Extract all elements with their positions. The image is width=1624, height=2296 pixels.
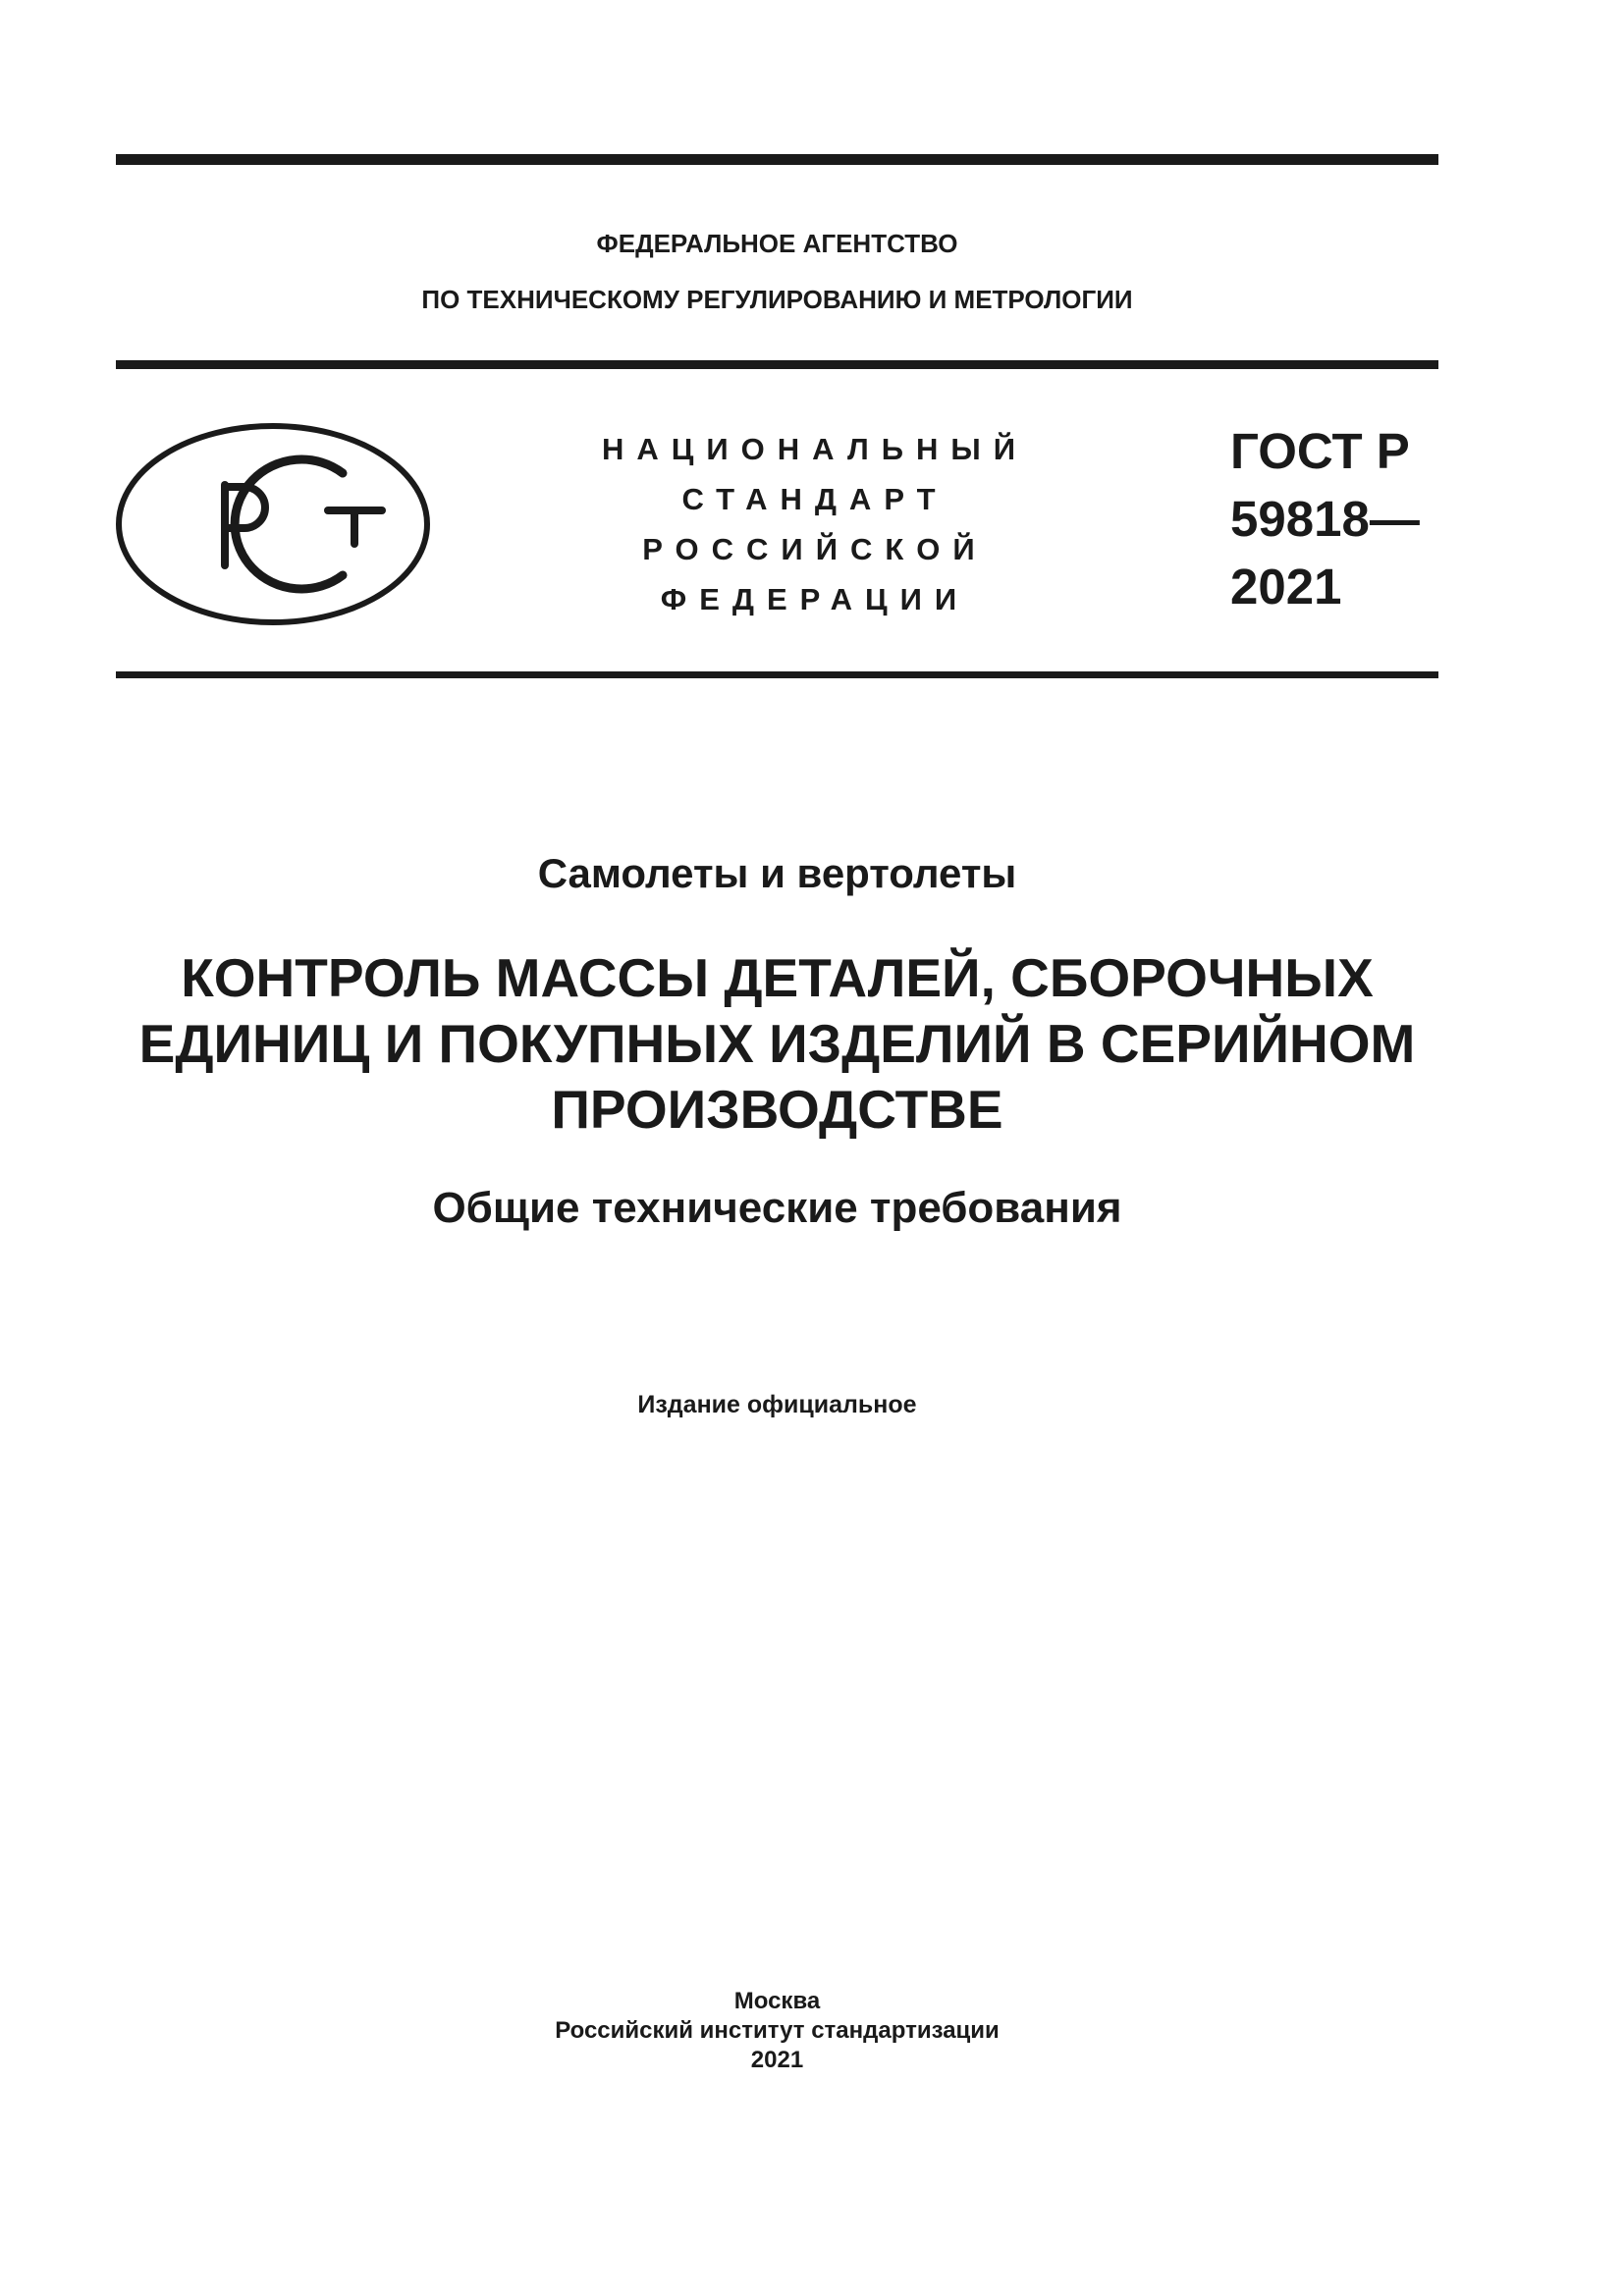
publisher-imprint	[116, 1987, 1438, 2075]
agency-line-2: ПО ТЕХНИЧЕСКОМУ РЕГУЛИРОВАНИЮ И МЕТРОЛОГИИ	[421, 285, 1133, 314]
document-subtitle: Общие технические требования	[432, 1184, 1122, 1232]
header-rule	[116, 360, 1438, 369]
standard-type-block	[579, 424, 1051, 624]
title-line-3: ПРОИЗВОДСТВЕ	[551, 1079, 1003, 1140]
standard-type-line-3: РОССИЙСКОЙ	[642, 532, 988, 566]
document-title	[116, 945, 1438, 1143]
imprint-publisher: Российский институт стандартизации	[555, 2017, 1000, 2044]
imprint-city: Москва	[733, 1988, 821, 2014]
top-rule	[116, 154, 1438, 165]
document-subject: Самолеты и вертолеты	[537, 850, 1017, 896]
standard-designation	[1230, 417, 1420, 620]
rst-certification-mark-logo	[115, 422, 431, 626]
title-line-2: ЕДИНИЦ И ПОКУПНЫХ ИЗДЕЛИЙ В СЕРИЙНОМ	[138, 1013, 1416, 1074]
agency-line-1: ФЕДЕРАЛЬНОЕ АГЕНТСТВО	[596, 229, 958, 258]
standard-type-line-2: СТАНДАРТ	[681, 482, 948, 516]
imprint-year: 2021	[750, 2047, 804, 2073]
designation-line-1: ГОСТ Р	[1230, 423, 1410, 479]
designation-line-2: 59818—	[1230, 491, 1420, 547]
standard-type-line-1: НАЦИОНАЛЬНЫЙ	[601, 432, 1029, 466]
title-line-1: КОНТРОЛЬ МАССЫ ДЕТАЛЕЙ, СБОРОЧНЫХ	[181, 947, 1374, 1008]
edition-note: Издание официальное	[637, 1391, 917, 1418]
agency-header	[116, 216, 1438, 328]
standard-type-line-4: ФЕДЕРАЦИИ	[660, 582, 970, 616]
section-rule	[116, 671, 1438, 678]
designation-line-3: 2021	[1230, 559, 1342, 614]
